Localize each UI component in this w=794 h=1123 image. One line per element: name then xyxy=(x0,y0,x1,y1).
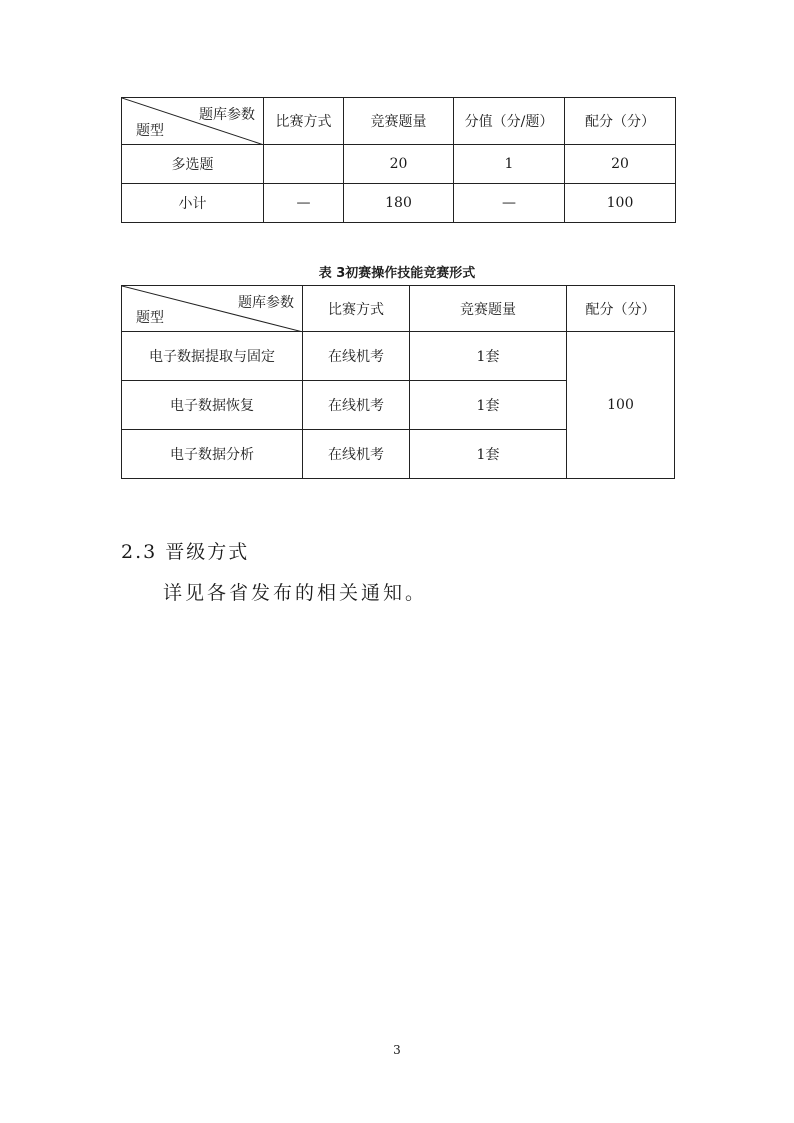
merged-score-cell: 100 xyxy=(567,332,675,479)
table-cell: 1套 xyxy=(410,430,567,479)
table-cell: 在线机考 xyxy=(303,332,410,381)
diag-header-bottom: 题型 xyxy=(136,123,164,139)
section-body: 详见各省发布的相关通知。 xyxy=(163,582,428,604)
table-cell: 20 xyxy=(565,145,676,184)
table-header-row xyxy=(122,286,675,332)
table-cell: 1套 xyxy=(410,332,567,381)
header-cell: 竞赛题量 xyxy=(344,98,454,145)
table-row xyxy=(122,332,675,381)
table-cell: — xyxy=(264,184,344,223)
section-heading: 2.3 晋级方式 xyxy=(121,541,250,563)
table-cell xyxy=(264,145,344,184)
table-cell: 电子数据恢复 xyxy=(122,381,303,430)
diagonal-header-cell xyxy=(122,98,264,145)
table-cell: 100 xyxy=(565,184,676,223)
table-caption: 表 3初赛操作技能竞赛形式 xyxy=(318,266,476,281)
table-cell: 1 xyxy=(454,145,565,184)
table-cell: — xyxy=(454,184,565,223)
table-cell: 小计 xyxy=(122,184,264,223)
page-number: 3 xyxy=(393,1043,401,1057)
diag-header-bottom: 题型 xyxy=(136,310,164,326)
diag-header-top: 题库参数 xyxy=(238,295,294,311)
table-row xyxy=(122,145,676,184)
header-cell: 配分（分） xyxy=(567,286,675,332)
table-row xyxy=(122,184,676,223)
table-header-row xyxy=(122,98,676,145)
header-cell: 竞赛题量 xyxy=(410,286,567,332)
table-cell: 在线机考 xyxy=(303,381,410,430)
table-cell: 电子数据提取与固定 xyxy=(122,332,303,381)
table-cell: 多选题 xyxy=(122,145,264,184)
header-cell: 配分（分） xyxy=(565,98,676,145)
header-cell: 比赛方式 xyxy=(264,98,344,145)
table-cell: 20 xyxy=(344,145,454,184)
header-cell: 比赛方式 xyxy=(303,286,410,332)
skill-competition-table xyxy=(121,285,675,479)
question-type-table xyxy=(121,97,676,223)
table-cell: 电子数据分析 xyxy=(122,430,303,479)
diag-header-top: 题库参数 xyxy=(199,107,255,123)
diagonal-header-cell xyxy=(122,286,303,332)
table-cell: 180 xyxy=(344,184,454,223)
header-cell: 分值（分/题） xyxy=(454,98,565,145)
table-cell: 在线机考 xyxy=(303,430,410,479)
table-cell: 1套 xyxy=(410,381,567,430)
